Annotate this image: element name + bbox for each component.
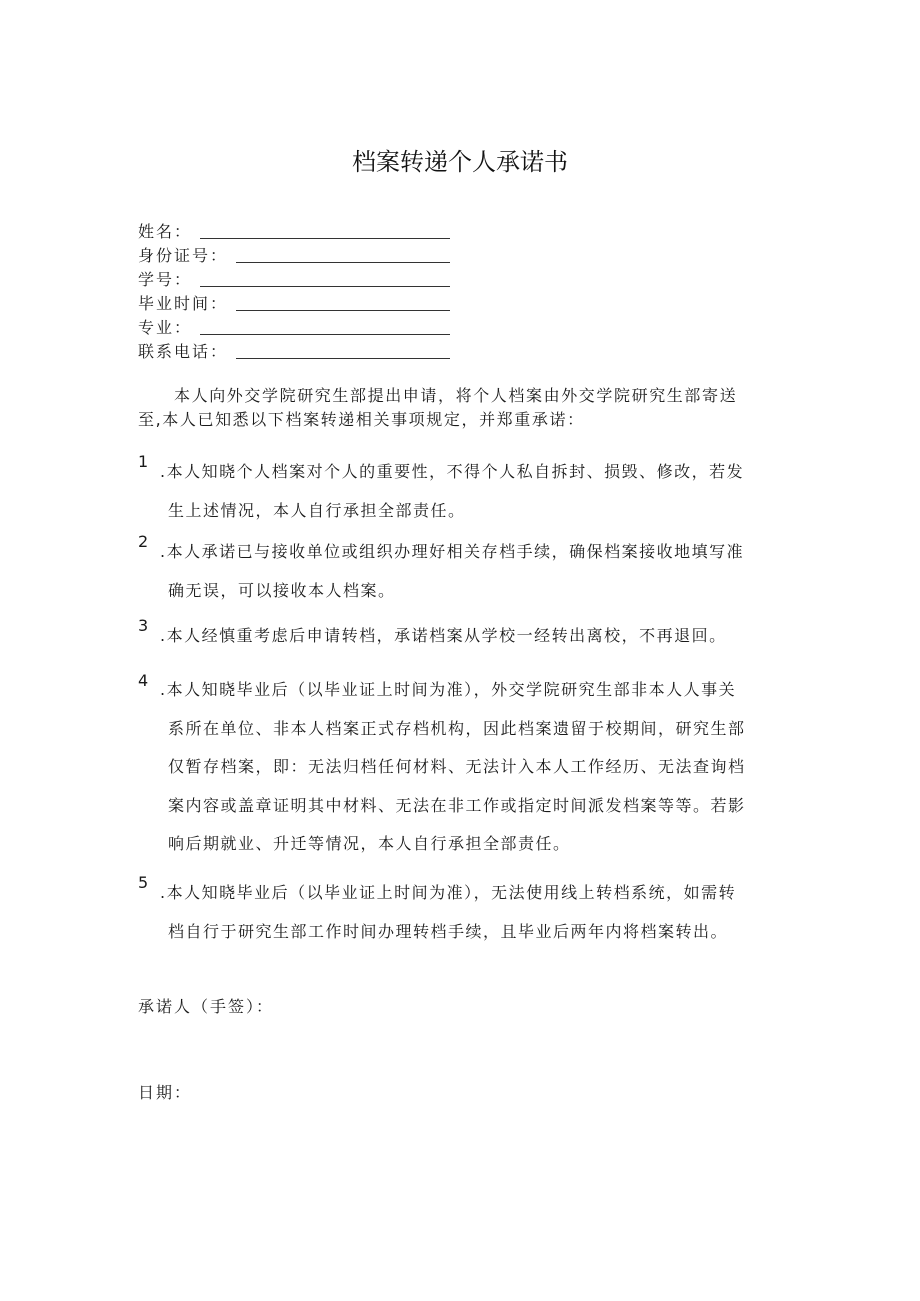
graduation-time-field [138, 292, 228, 314]
student-id-blank-line[interactable] [200, 268, 450, 290]
item-number: 4 [138, 671, 150, 690]
name-label: 姓名： [138, 222, 193, 241]
major-label: 专业： [138, 318, 193, 337]
major-field [138, 316, 192, 338]
student-id-field [138, 268, 192, 290]
item-text-line: .本人知晓个人档案对个人的重要性，不得个人私自拆封、损毁、修改，若发 [160, 462, 745, 481]
phone-blank-line[interactable] [236, 340, 450, 362]
item-text-line: 档自行于研究生部工作时间办理转档手续，且毕业后两年内将档案转出。 [168, 922, 729, 941]
item-text-line: 确无误，可以接收本人档案。 [168, 581, 396, 600]
id-number-blank-line[interactable] [236, 244, 450, 266]
item-text-line: 仅暂存档案，即：无法归档任何材料、无法计入本人工作经历、无法查询档 [168, 757, 746, 776]
item-text-line: 响后期就业、升迁等情况，本人自行承担全部责任。 [168, 834, 571, 853]
phone-label: 联系电话： [138, 342, 229, 361]
item-text-line: .本人经慎重考虑后申请转档，承诺档案从学校一经转出离校，不再退回。 [160, 626, 727, 645]
signature-label: 承诺人（手签）： [138, 997, 275, 1016]
item-text-line: 系所在单位、非本人档案正式存档机构，因此档案遗留于校期间，研究生部 [168, 718, 746, 738]
item-text-line: .本人承诺已与接收单位或组织办理好相关存档手续，确保档案接收地填写准 [160, 542, 745, 561]
intro-line-2: 至,本人已知悉以下档案转递相关事项规定，并郑重承诺： [138, 410, 585, 429]
phone-field [138, 340, 228, 362]
item-text-line: .本人知晓毕业后（以毕业证上时间为准），无法使用线上转档系统，如需转 [160, 883, 737, 902]
item-number: 5 [138, 873, 150, 892]
major-blank-line[interactable] [200, 316, 450, 338]
id-number-label: 身份证号： [138, 246, 229, 265]
intro-line-1: 本人向外交学院研究生部提出申请，将个人档案由外交学院研究生部寄送 [174, 386, 738, 405]
student-id-label: 学号： [138, 270, 193, 289]
date-label: 日期： [138, 1083, 193, 1102]
item-number: 2 [138, 532, 150, 551]
id-number-field [138, 244, 228, 266]
item-number: 1 [138, 452, 150, 471]
item-text-line: 生上述情况，本人自行承担全部责任。 [168, 501, 466, 520]
graduation-time-blank-line[interactable] [236, 292, 450, 314]
intro-paragraph [138, 384, 788, 432]
graduation-time-label: 毕业时间： [138, 294, 229, 313]
item-number: 3 [138, 616, 150, 635]
name-blank-line[interactable] [200, 220, 450, 242]
name-field [138, 220, 192, 242]
item-text-line: .本人知晓毕业后（以毕业证上时间为准），外交学院研究生部非本人人事关 [160, 680, 737, 699]
document-title: 档案转递个人承诺书 [352, 148, 568, 176]
item-text-line: 案内容或盖章证明其中材料、无法在非工作或指定时间派发档案等等。若影 [168, 795, 746, 815]
